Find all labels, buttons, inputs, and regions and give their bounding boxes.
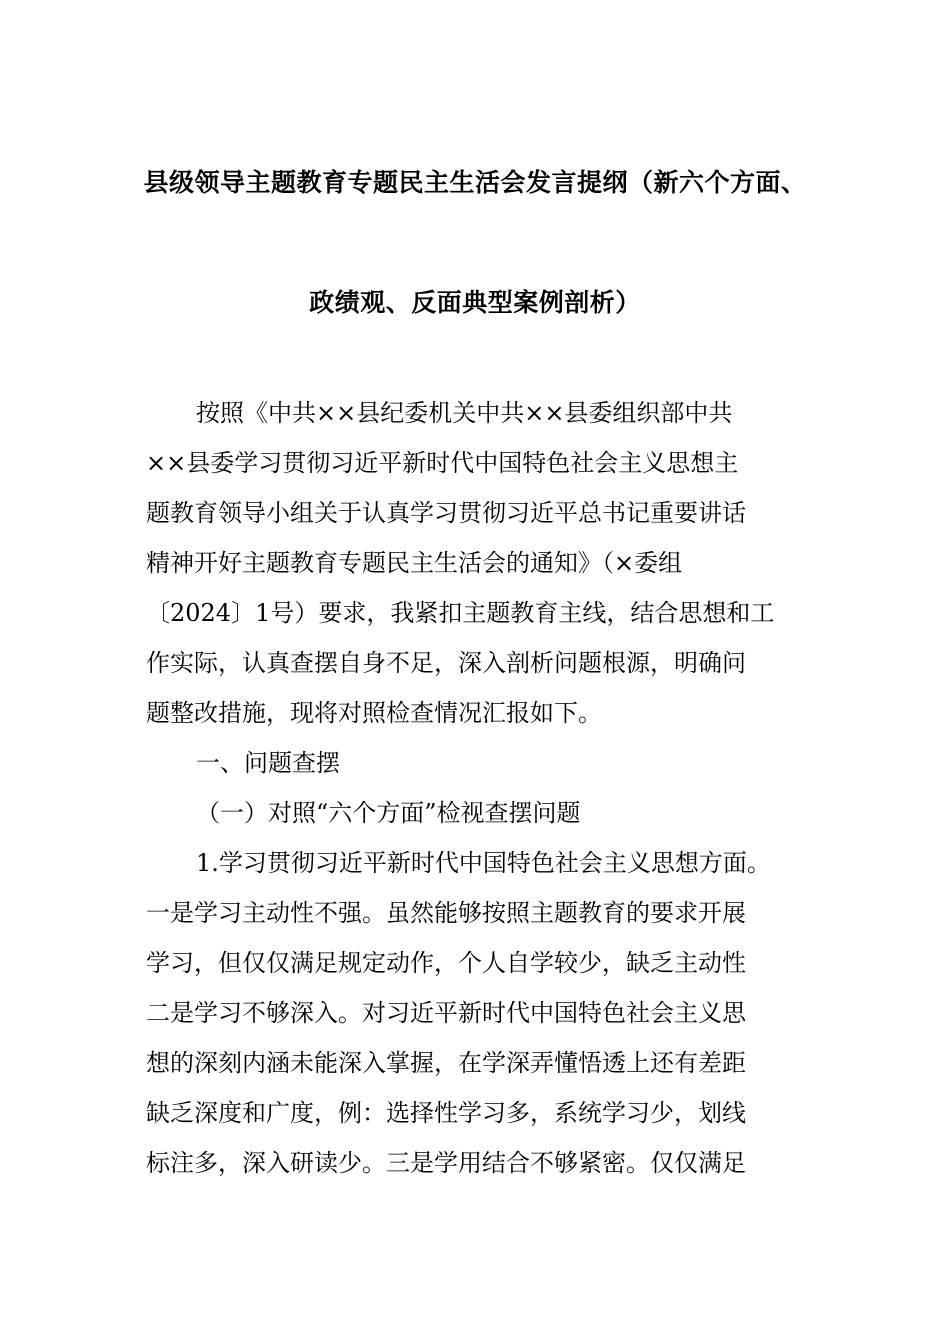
document-title-line-2: 政绩观、反面典型案例剖析） [309,288,641,317]
paragraph-line: 精神开好主题教育专题民主生活会的通知》（×委组 [146,549,683,577]
paragraph-line: 一是学习主动性不强。虽然能够按照主题教育的要求开展 [146,899,746,927]
paragraph-line: 题整改措施，现将对照检查情况汇报如下。 [146,699,602,727]
paragraph-line: 按照《中共××县纪委机关中共××县委组织部中共 [196,399,733,427]
paragraph-line: 缺乏深度和广度，例：选择性学习多，系统学习少，划线 [146,1099,746,1127]
subsection-heading: （一）对照“六个方面”检视查摆问题 [196,799,581,827]
paragraph-line: 题教育领导小组关于认真学习贯彻习近平总书记重要讲话 [146,499,746,527]
paragraph-line: 〔2024〕1号）要求，我紧扣主题教育主线，结合思想和工 [146,599,775,627]
paragraph-line: ××县委学习贯彻习近平新时代中国特色社会主义思想主 [146,449,739,477]
paragraph-line: 想的深刻内涵未能深入掌握，在学深弄懂悟透上还有差距 [146,1049,746,1077]
section-heading: 一、问题查摆 [196,749,340,777]
paragraph-line: 标注多，深入研读少。三是学用结合不够紧密。仅仅满足 [146,1149,746,1177]
document-title-line-1: 县级领导主题教育专题民主生活会发言提纲（新六个方面、 [143,168,807,197]
paragraph-line: 作实际，认真查摆自身不足，深入剖析问题根源，明确问 [146,649,746,677]
paragraph-line: 学习，但仅仅满足规定动作，个人自学较少，缺乏主动性 [146,949,746,977]
paragraph-line: 二是学习不够深入。对习近平新时代中国特色社会主义思 [146,999,746,1027]
paragraph-line: 1.学习贯彻习近平新时代中国特色社会主义思想方面。 [196,849,771,877]
